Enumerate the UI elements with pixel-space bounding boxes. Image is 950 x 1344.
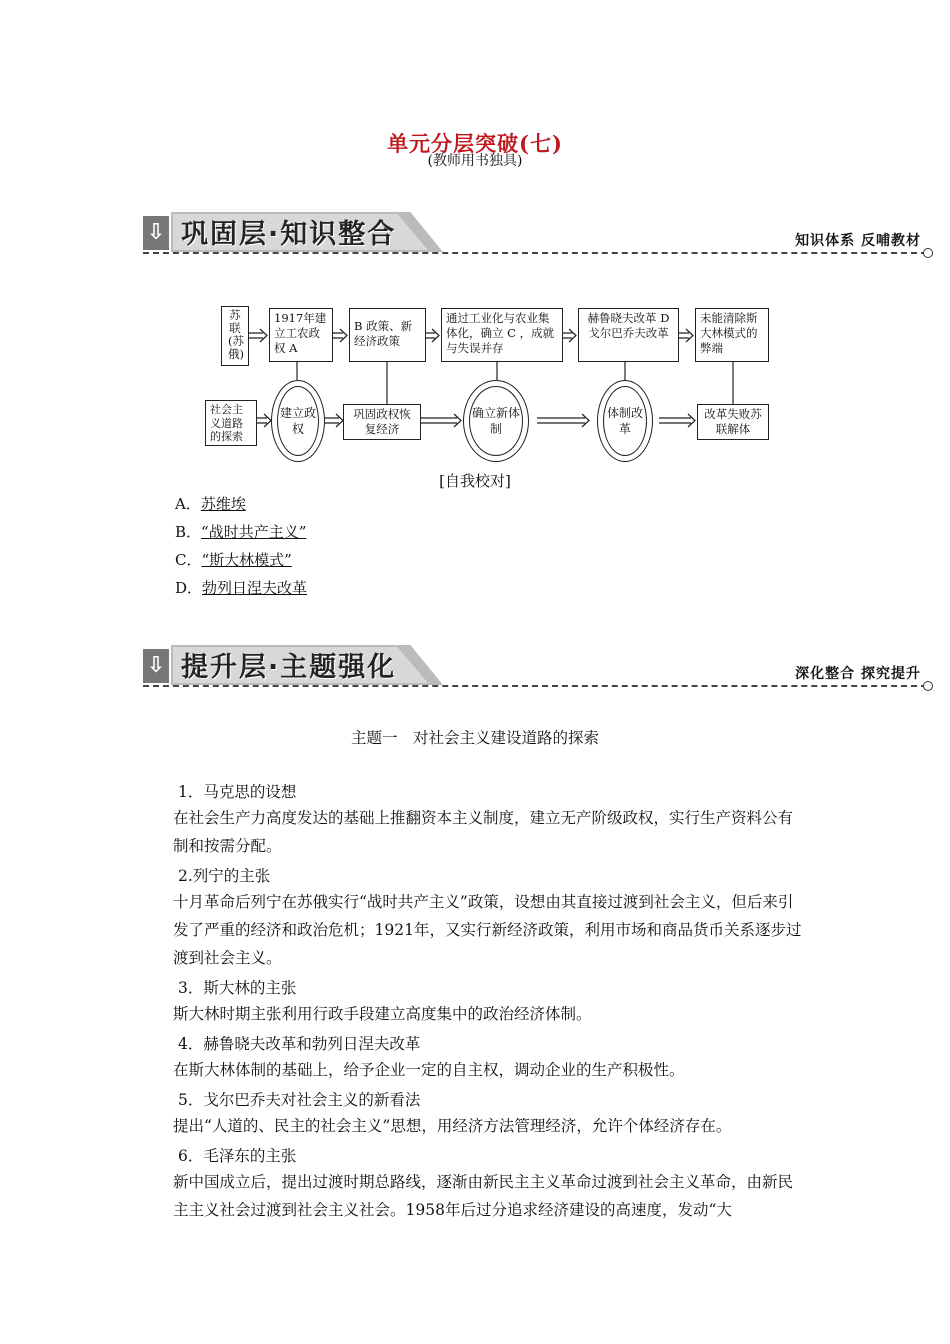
- diagram-box-collapse: 改革失败苏联解体: [697, 404, 769, 440]
- page-subtitle: (教师用书独具): [427, 153, 523, 169]
- answer-item: B．“战时共产主义”: [175, 523, 307, 541]
- section-subtitle: 深化整合 探究提升: [795, 666, 921, 682]
- answer-item: A．苏维埃: [175, 495, 246, 513]
- point-heading: 3．斯大林的主张: [178, 979, 297, 997]
- section-subtitle: 知识体系 反哺教材: [795, 233, 921, 249]
- theme-heading: 主题一 对社会主义建设道路的探索: [350, 729, 599, 747]
- knowledge-diagram: [205, 300, 775, 450]
- diagram-circle-reform: 体制改革: [597, 380, 653, 462]
- diagram-label-socialist-road: 社会主义道路的探索: [205, 400, 257, 446]
- section-title: 提升层·主题强化: [181, 652, 397, 683]
- answer-item: D．勃列日涅夫改革: [175, 579, 308, 597]
- down-arrow-icon: ⇩: [143, 649, 169, 683]
- diagram-box-policy: B 政策、新经济政策: [349, 308, 426, 362]
- down-arrow-icon: ⇩: [143, 216, 169, 250]
- point-body: 斯大林时期主张利用行政手段建立高度集中的政治经济体制。: [173, 1005, 592, 1023]
- point-body: 十月革命后列宁在苏俄实行“战时共产主义”政策，设想由其直接过渡到社会主义，但后来引发了严重的经济和政治危机；1921年，又实行新经济政策，利用市场和商品货币关系逐步过渡到社会主义。: [173, 893, 802, 967]
- point-body: 提出“人道的、民主的社会主义”思想，用经济方法管理经济，允许个体经济存在。: [173, 1117, 732, 1135]
- section-banner-enhancement: [143, 643, 933, 691]
- section-title: 巩固层·知识整合: [181, 219, 397, 250]
- diagram-box-consolidate: 巩固政权恢复经济: [343, 404, 421, 440]
- circle-dot-icon: [923, 681, 933, 691]
- point-heading: 6．毛泽东的主张: [178, 1147, 297, 1165]
- point-body: 在斯大林体制的基础上，给予企业一定的自主权，调动企业的生产积极性。: [173, 1061, 685, 1079]
- point-heading: 2.列宁的主张: [178, 867, 271, 885]
- point-heading: 5．戈尔巴乔夫对社会主义的新看法: [178, 1091, 421, 1109]
- diagram-box-reform: 赫鲁晓夫改革 D 戈尔巴乔夫改革: [578, 308, 679, 362]
- point-heading: 1．马克思的设想: [178, 783, 297, 801]
- point-body: 新中国成立后，提出过渡时期总路线，逐渐由新民主主义革命过渡到社会主义革命，由新民主主义社会过渡到社会主义社会。1958年后过分追求经济建设的高速度，发动“大: [173, 1173, 794, 1219]
- diagram-label-ussr: 苏联(苏俄): [221, 306, 249, 366]
- self-check-label: [自我校对]: [439, 472, 511, 490]
- diagram-box-1917: 1917年建立工农政权 A: [269, 308, 333, 362]
- answer-item: C．“斯大林模式”: [175, 551, 292, 569]
- point-body: 在社会生产力高度发达的基础上推翻资本主义制度，建立无产阶级政权，实行生产资料公有制和按需分配。: [173, 809, 794, 855]
- answer-list: [175, 490, 307, 602]
- point-heading: 4．赫鲁晓夫改革和勃列日涅夫改革: [178, 1035, 421, 1053]
- circle-dot-icon: [923, 248, 933, 258]
- page-title: 单元分层突破(七): [387, 131, 563, 156]
- diagram-box-industrialization: 通过工业化与农业集体化，确立 C ，成就与失误并存: [441, 308, 563, 362]
- diagram-circle-new-system: 确立新体制: [463, 380, 529, 462]
- diagram-box-stalin-model: 未能清除斯大林模式的弊端: [695, 308, 769, 362]
- section-banner-consolidation: [143, 210, 933, 258]
- diagram-circle-establish: 建立政权: [271, 380, 325, 462]
